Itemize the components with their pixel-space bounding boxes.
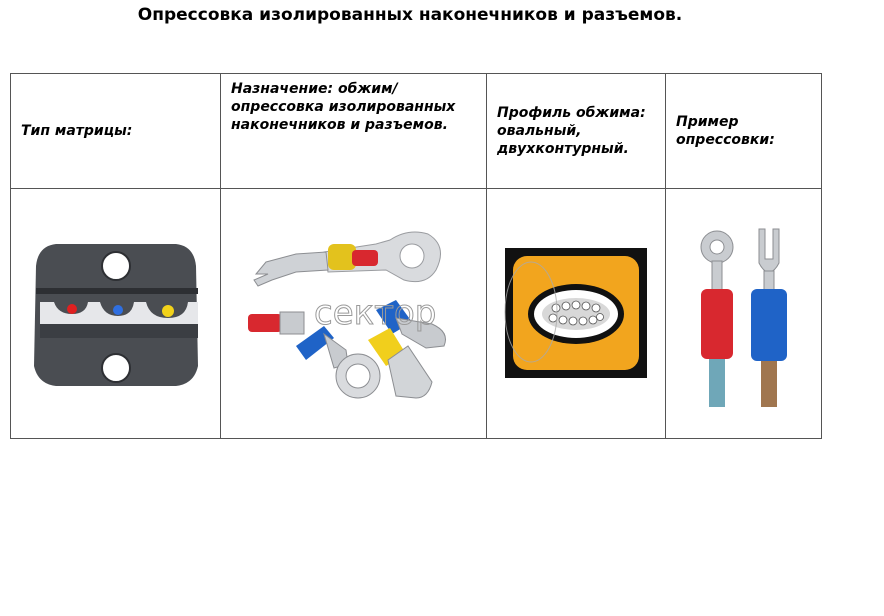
- header-crimp-profile-label: Профиль обжима: овальный, двухконтурный.: [497, 105, 646, 157]
- page-title: Опрессовка изолированных наконечников и разъемов.: [137, 5, 683, 25]
- spec-table: [10, 73, 822, 439]
- insulated-terminals-image: [236, 214, 472, 414]
- header-crimp-example: [666, 74, 822, 189]
- table-header-row: [11, 74, 822, 189]
- crimp-example-image: [679, 219, 809, 409]
- header-die-type: [11, 74, 221, 189]
- die-image-cell: [11, 189, 221, 439]
- header-purpose: [221, 74, 487, 189]
- header-die-type-label: Тип матрицы:: [21, 123, 133, 139]
- crimp-die-image: [26, 226, 206, 401]
- header-purpose-label: Назначение: обжим/опрессовка изолированных наконечников и разъемов.: [231, 81, 456, 133]
- header-crimp-example-label: Пример опрессовки:: [676, 114, 775, 148]
- table-image-row: [11, 189, 822, 439]
- crimp-profile-icon: [501, 244, 651, 384]
- profile-image-cell: [487, 189, 666, 439]
- example-image-cell: [666, 189, 822, 439]
- header-crimp-profile: [487, 74, 666, 189]
- terminals-image-cell: [221, 189, 487, 439]
- watermark-text: сектор: [313, 292, 436, 333]
